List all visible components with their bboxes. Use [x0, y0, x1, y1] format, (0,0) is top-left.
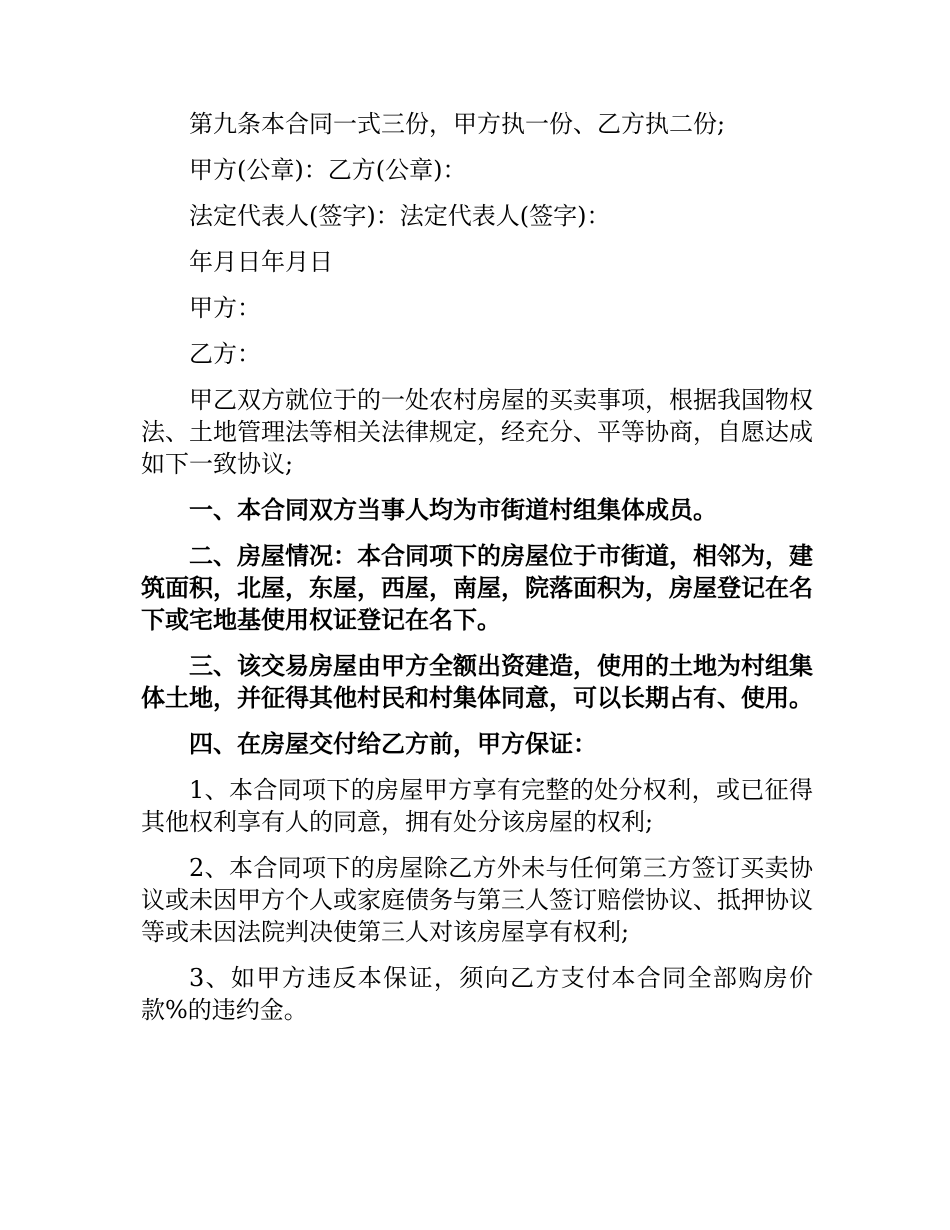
clause-two: 二、房屋情况：本合同项下的房屋位于市街道，相邻为，建筑面积，北屋，东屋，西屋，南屋，院落面积为，房屋登记在名下或宅地基使用权证登记在名下。: [141, 541, 813, 634]
clause-one: 一、本合同双方当事人均为市街道村组集体成员。: [189, 495, 717, 524]
clause-four-heading: 四、在房屋交付给乙方前，甲方保证：: [189, 729, 597, 758]
date-line: 年月日年月日: [189, 248, 333, 276]
clause-three: 三、该交易房屋由甲方全额出资建造，使用的土地为村组集体土地，并征得其他村民和村集体同意，可以长期占有、使用。: [141, 651, 813, 712]
agreement-preamble: 甲乙双方就位于的一处农村房屋的买卖事项，根据我国物权法、土地管理法等相关法律规定，经充分、平等协商，自愿达成如下一致协议;: [141, 386, 813, 478]
representative-signature-line: 法定代表人(签字)：法定代表人(签字)：: [189, 202, 611, 230]
guarantee-item-2: 2、本合同项下的房屋除乙方外未与任何第三方签订买卖协议或未因甲方个人或家庭债务与第三人签订赔偿协议、抵押协议等或未因法院判决使第三人对该房屋享有权利;: [141, 854, 813, 946]
party-a-label: 甲方：: [189, 294, 261, 322]
party-b-label: 乙方：: [189, 340, 261, 368]
seal-line: 甲方(公章)：乙方(公章)：: [189, 156, 467, 184]
clause-nine-copies: 第九条本合同一式三份，甲方执一份、乙方执二份;: [189, 110, 726, 138]
guarantee-item-3: 3、如甲方违反本保证，须向乙方支付本合同全部购房价款%的违约金。: [141, 964, 813, 1024]
document-body: [141, 108, 813, 1040]
guarantee-item-1: 1、本合同项下的房屋甲方享有完整的处分权利，或已征得其他权利享有人的同意，拥有处分该房屋的权利;: [141, 776, 813, 836]
